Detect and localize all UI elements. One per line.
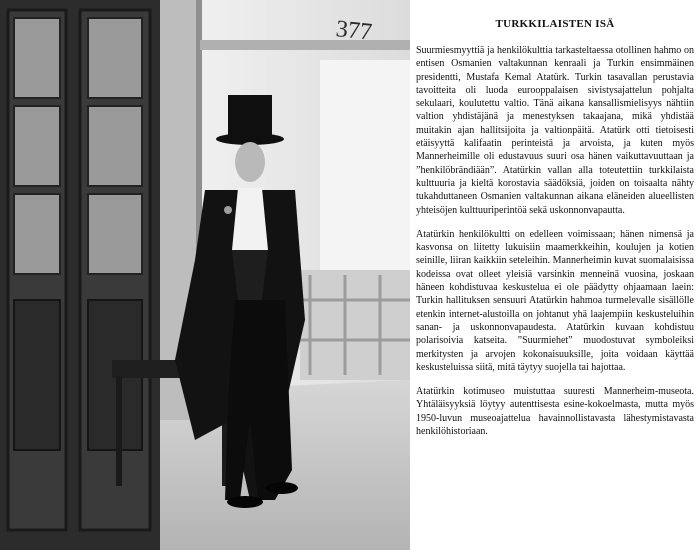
archive-number: 377 (334, 16, 374, 46)
article-title: TURKKILAISTEN ISÄ (495, 18, 615, 30)
article-paragraph-3: Atatürkin kotimuseo muistuttaa suuresti Mannerheim-museota. Yhtäläisyyksiä löytyy autenttisesta esine-kokoelmasta, mutta myös 1950-luvun museoajattelua havainnollistavasta lähestymistavasta henkilöhistoriaan. (416, 386, 694, 438)
article-paragraph-2: Atatürkin henkilökultti on edelleen voimissaan; hänen nimensä ja kasvonsa on liitetty lukuisiin maamerkkeihin, koulujen ja kotien seinille, liiran kaikkiin seteleihin. Mannerheimin kuvat suomalaisissa kodeissa ovat olleet yleisiä varsinkin menneinä vuosina, joskaan häneen kohdistuvaa keskustelua ei ole päädytty ohjaamaan laein: Turkin hallituksen sensuuri Atatürkin hahmoa turmelevalle sisällölle etenkin internet-alustoilla on johtanut yhä laajempiin keskusteluihin sanan- ja uskonnonvapaudesta. Atatürkin kuvaan kohdistuu polarisoivia katseita. ”Suurmiehet” muodostuvat symboleiksi merkitysten ja arvojen kokonaisuuksille, joita voidaan käyttää keskusteluissa siitä, mitä täytyy suojella tai hajottaa. (416, 228, 694, 373)
article-column (416, 10, 694, 449)
article-paragraph-1: Suurmiesmyyttiä ja henkilökulttia tarkasteltaessa otollinen hahmo on entisen Osmanien valtakunnan kenraali ja Turkin ensimmäinen presidentti, Mustafa Kemal Atatürk. Turkin tasavallan perustavia tavoitteita oli luoda eurooppalaisen sivistysajattelun pohjalta sekulaari, koulutettu valtio. Tänä aikana kansallismielisyys nähtiin valtion yhdistäjänä ja menestyksen takaajana, mikä yhdistää muitakin ajan hallitsijoita ja valtionpäitä. Atatürk otti tietoisesti etäisyyttä kalifaatin perinteistä ja arvoista, ja kuten myös Mannerheimille oli edustavuus suuri osa hänen vaikuttavuuttaan ja ”henkilöbrändiään”. Atatürkin vallan alla toteutettiin turkkilaista kulttuuria ja kieltä korostavia säädöksiä, joiden on toisaalta nähty tukahduttaneen Osmanien valtakunnan aikana eläneiden alueellisten yhteisöjen kulttuuriperintöä sekä uskonnonvapautta. (416, 45, 694, 216)
